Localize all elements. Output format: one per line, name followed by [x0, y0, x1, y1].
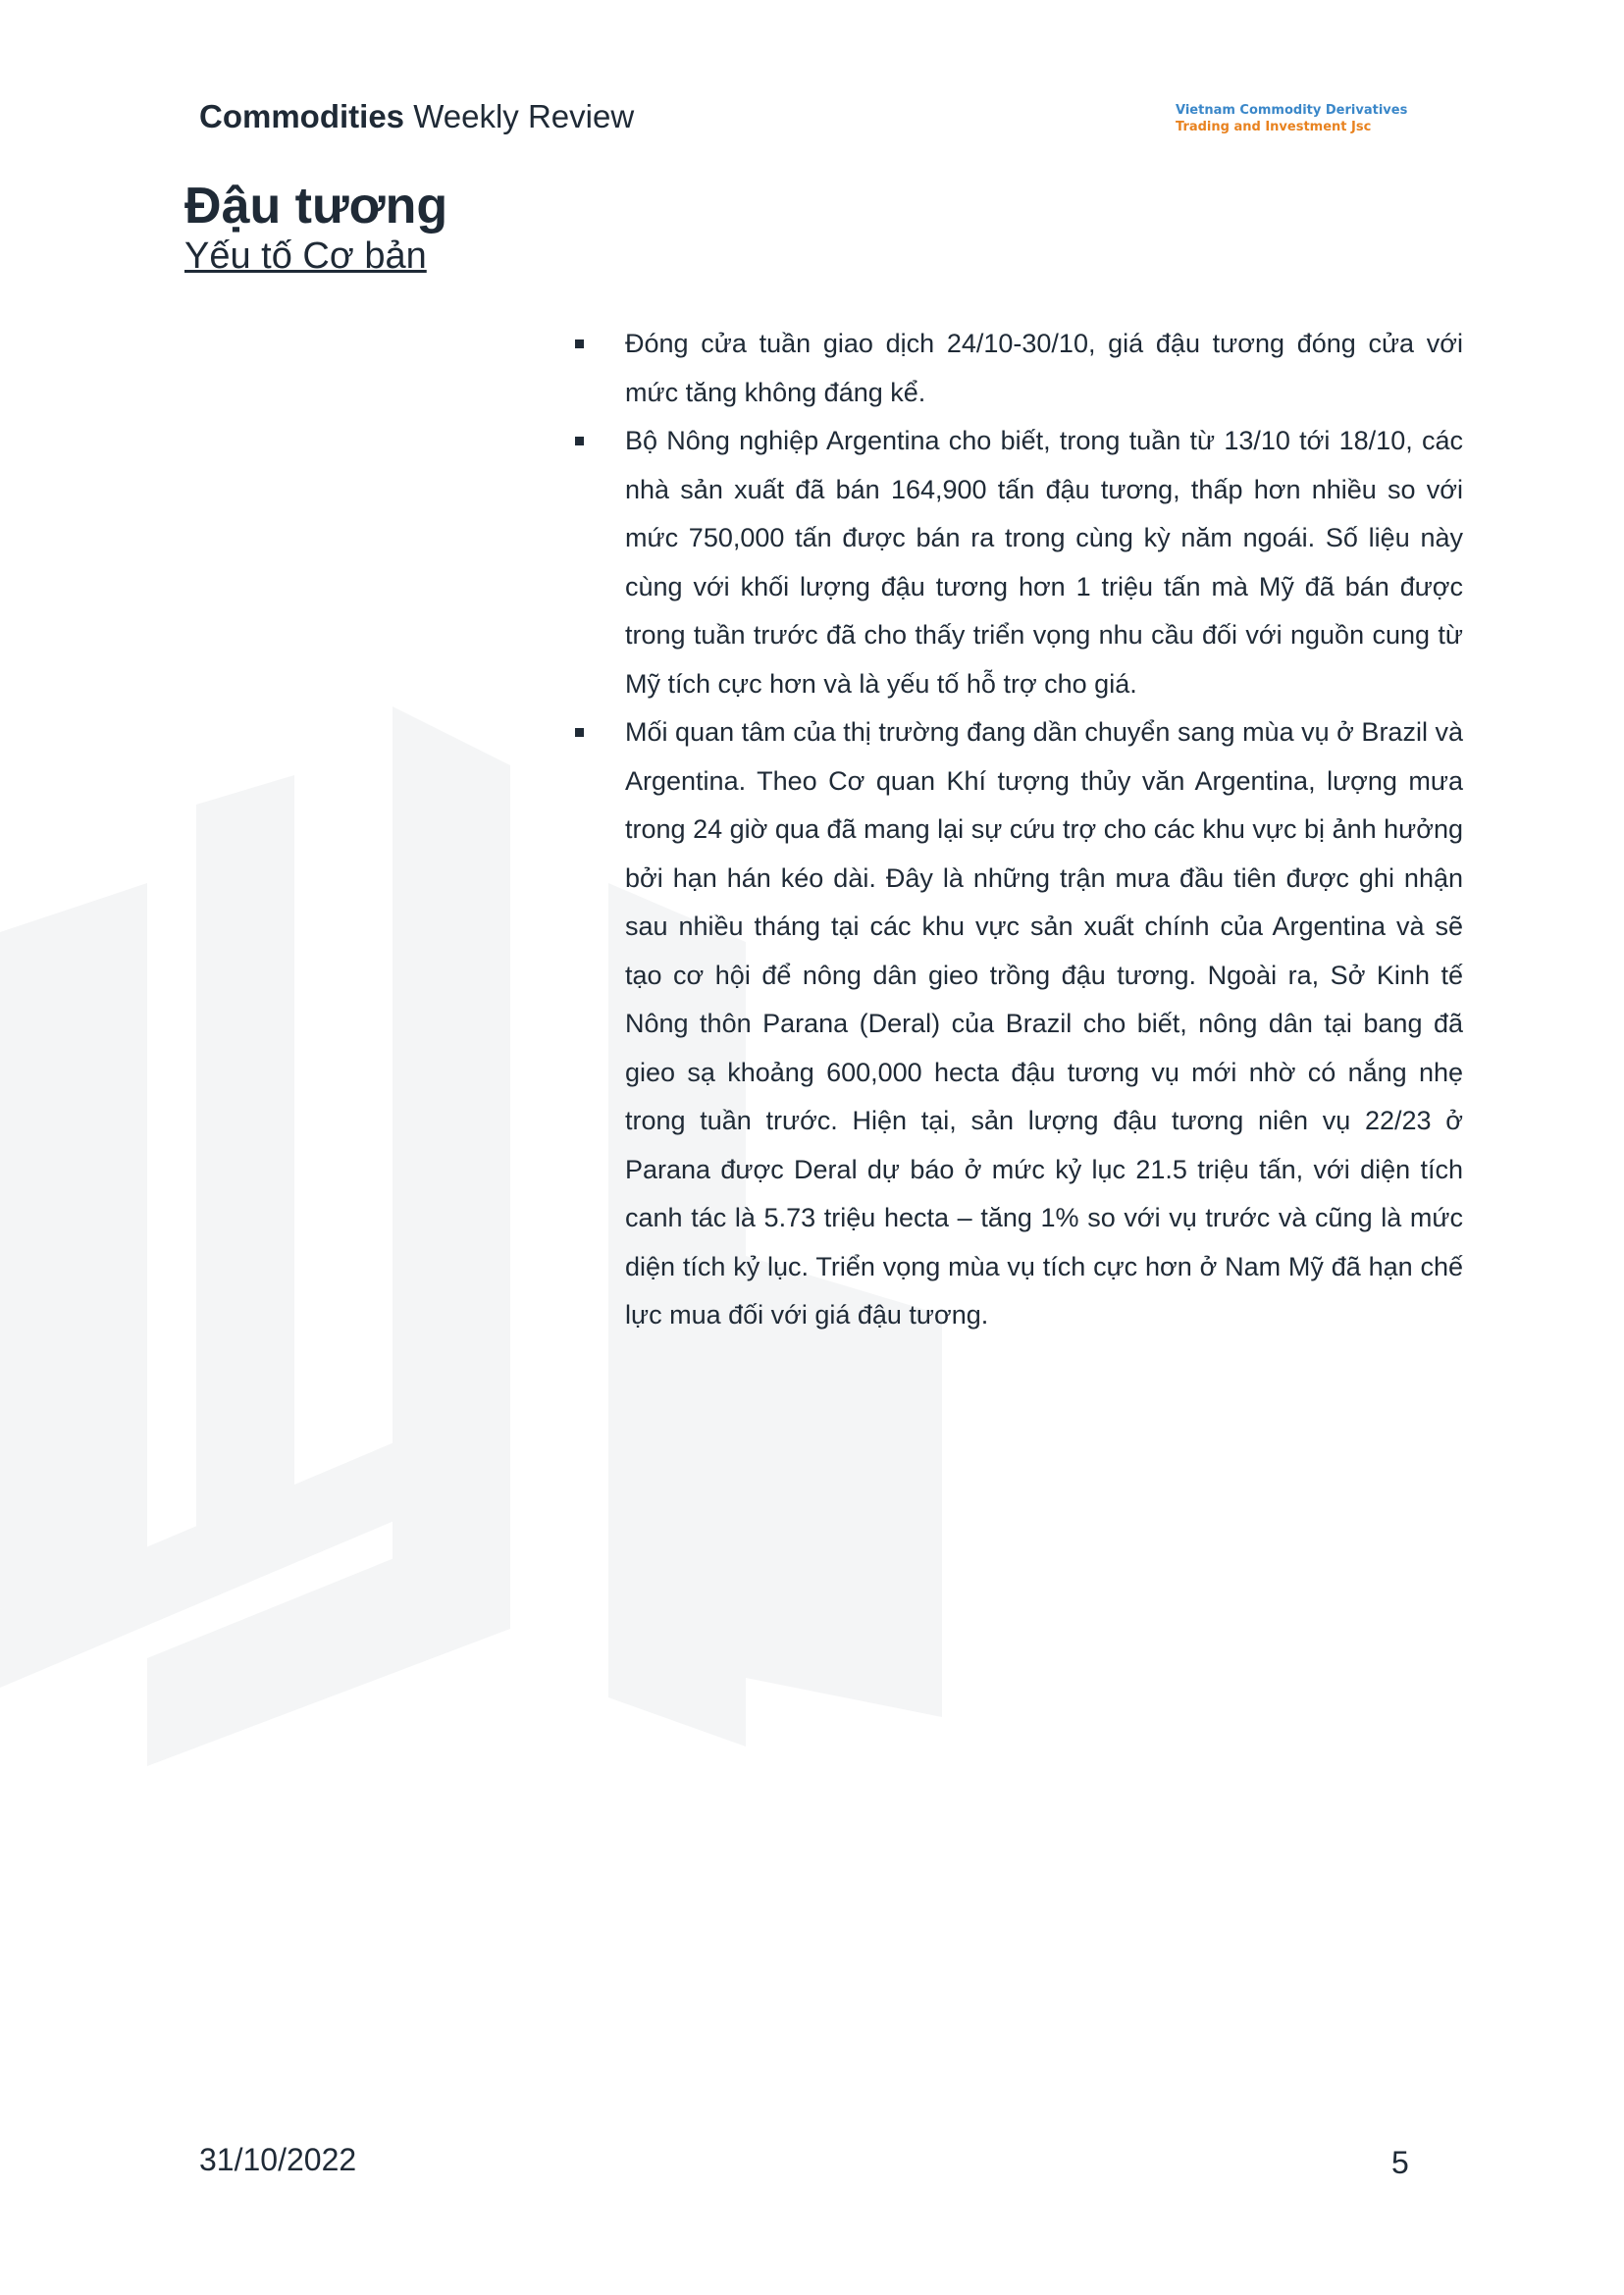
content-body — [575, 320, 1463, 1340]
report-title-bold: Commodities — [199, 98, 405, 134]
page-number: 5 — [1391, 2145, 1409, 2180]
report-title-rest: Weekly Review — [404, 98, 635, 134]
report-title — [199, 98, 634, 135]
bullet-item — [575, 320, 1463, 417]
bullet-item — [575, 708, 1463, 1340]
bullet-item — [575, 417, 1463, 708]
section-subtitle: Yếu tố Cơ bản — [184, 235, 427, 277]
bullet-text: Mối quan tâm của thị trường đang dần chuyển sang mùa vụ ở Brazil và Argentina. Theo Cơ quan Khí tượng thủy văn Argentina, lượng mưa trong 24 giờ qua đã mang lại sự cứu trợ cho các khu vực bị ảnh hưởng bởi hạn hán kéo dài. Đây là những trận mưa đầu tiên được ghi nhận sau nhiều tháng tại các khu vực sản xuất chính của Argentina và sẽ tạo cơ hội để nông dân gieo trồng đậu tương. Ngoài ra, Sở Kinh tế Nông thôn Parana (Deral) của Brazil cho biết, nông dân tại bang đã gieo sạ khoảng 600,000 hecta đậu tương vụ mới nhờ có nắng nhẹ trong tuần trước. Hiện tại, sản lượng đậu tương niên vụ 22/23 ở Parana được Deral dự báo ở mức kỷ lục 21.5 triệu tấn, với diện tích canh tác là 5.73 triệu hecta – tăng 1% so với vụ trước và cũng là mức diện tích kỷ lục. Triển vọng mùa vụ tích cực hơn ở Nam Mỹ đã hạn chế lực mua đối với giá đậu tương. — [625, 717, 1463, 1330]
bullet-text: Đóng cửa tuần giao dịch 24/10-30/10, giá đậu tương đóng cửa với mức tăng không đáng kể. — [625, 329, 1463, 407]
footer-date: 31/10/2022 — [199, 2142, 357, 2177]
square-bullet-icon — [575, 437, 584, 445]
bullet-list — [575, 320, 1463, 1340]
bullet-text: Bộ Nông nghiệp Argentina cho biết, trong tuần từ 13/10 tới 18/10, các nhà sản xuất đã bán 164,900 tấn đậu tương, thấp hơn nhiều so với mức 750,000 tấn được bán ra trong cùng kỳ năm ngoái. Số liệu này cùng với khối lượng đậu tương hơn 1 triệu tấn mà Mỹ đã bán được trong tuần trước đã cho thấy triển vọng nhu cầu đối với nguồn cung từ Mỹ tích cực hơn và là yếu tố hỗ trợ cho giá. — [625, 426, 1463, 699]
company-name-line1: Vietnam Commodity Derivatives — [1176, 103, 1408, 118]
section-title: Đậu tương — [184, 178, 448, 235]
square-bullet-icon — [575, 728, 584, 737]
square-bullet-icon — [575, 339, 584, 348]
company-name-line2: Trading and Investment Jsc — [1176, 120, 1372, 134]
company-logo — [1176, 102, 1407, 135]
